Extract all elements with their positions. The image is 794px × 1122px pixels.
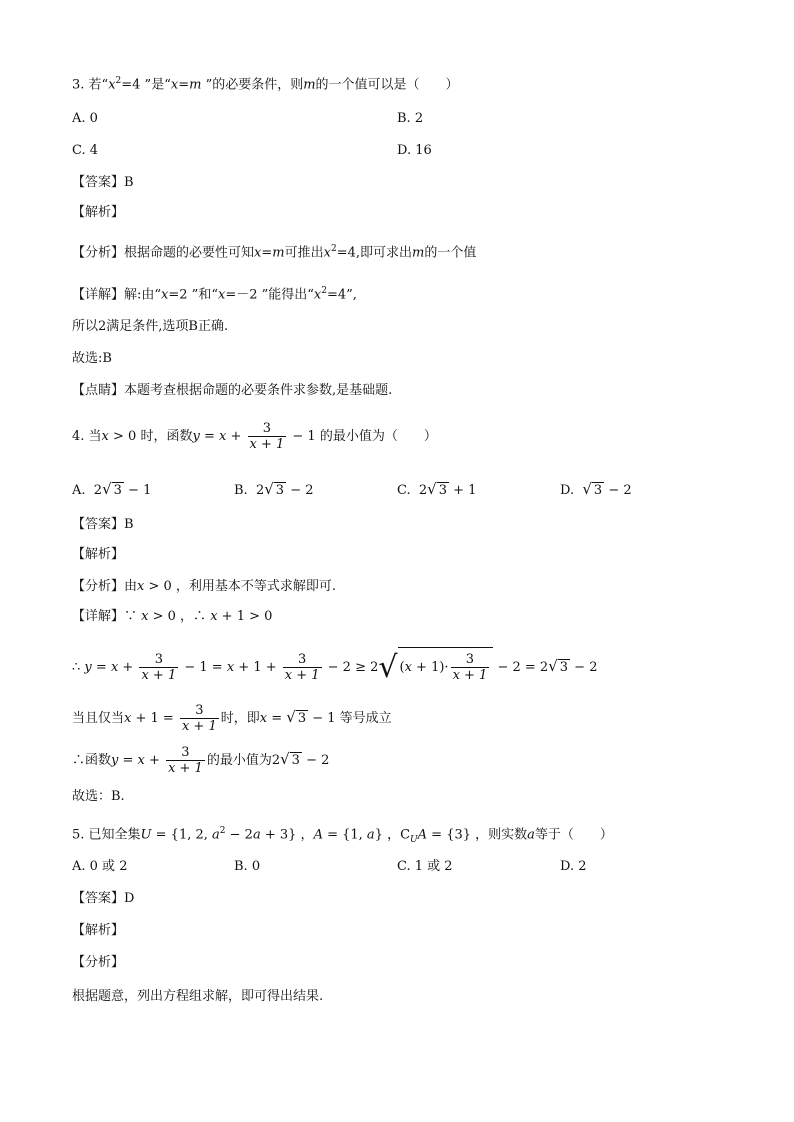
var-y: y bbox=[192, 429, 200, 444]
q3-choice: 故选:B bbox=[72, 351, 112, 366]
text: − 1 bbox=[123, 483, 152, 498]
var-x: x bbox=[141, 609, 149, 624]
q3-fenxi bbox=[72, 240, 476, 262]
numerator: 3 bbox=[139, 652, 178, 668]
var-x: x bbox=[404, 660, 412, 675]
var-x: x bbox=[254, 245, 262, 261]
q3-option-d: D. 16 bbox=[397, 143, 432, 158]
var-a: a bbox=[527, 827, 535, 843]
var-x: x bbox=[217, 287, 226, 303]
q3-option-c: C. 4 bbox=[72, 143, 99, 158]
text: =4 ”是“ bbox=[121, 77, 171, 93]
q5-option-b: B. 0 bbox=[234, 859, 261, 874]
q4-option-d bbox=[560, 480, 632, 500]
text: 的一个值 bbox=[424, 245, 477, 261]
text: 等于（ ） bbox=[534, 827, 613, 843]
text: 【详解】∵ bbox=[72, 609, 142, 624]
exponent: 2 bbox=[219, 826, 226, 836]
denominator: x + 1 bbox=[249, 437, 285, 452]
radicand: 3 bbox=[438, 483, 448, 498]
var-y: y bbox=[111, 753, 119, 768]
q3-conclusion: 所以2满足条件,选项B正确. bbox=[72, 319, 229, 334]
q4-option-c bbox=[397, 480, 476, 500]
text: 4. 当 bbox=[72, 429, 102, 444]
q4-equality-condition bbox=[72, 698, 392, 738]
q4-option-b bbox=[234, 480, 314, 500]
var-x: x bbox=[108, 77, 116, 93]
numerator: 3 bbox=[451, 652, 490, 668]
q4-analysis: 【解析】 bbox=[72, 547, 125, 562]
var-x: x bbox=[101, 429, 109, 444]
text: 当且仅当 bbox=[72, 711, 125, 726]
text: = bbox=[91, 660, 111, 675]
var-m: m bbox=[303, 77, 316, 93]
text: = {1, bbox=[322, 827, 367, 843]
text: = bbox=[118, 753, 138, 768]
var-x: x bbox=[137, 753, 145, 768]
sqrt-icon: √ bbox=[280, 750, 290, 768]
var-x: x bbox=[124, 711, 132, 726]
q4-option-a bbox=[72, 480, 151, 500]
sqrt-icon: √ bbox=[582, 480, 592, 498]
fraction bbox=[180, 703, 219, 734]
text: + 1 + bbox=[234, 660, 281, 675]
var-a: a bbox=[366, 827, 375, 843]
fraction bbox=[283, 652, 322, 683]
radicand: 3 bbox=[113, 483, 122, 498]
radicand: 3 bbox=[297, 711, 307, 726]
q3-option-a: A. 0 bbox=[72, 111, 98, 126]
text: ( bbox=[399, 660, 405, 675]
q3-analysis: 【解析】 bbox=[72, 205, 125, 220]
q3-detail bbox=[72, 282, 357, 304]
radicand: 3 bbox=[275, 483, 285, 498]
var-x: x bbox=[218, 429, 227, 444]
text: 【分析】由 bbox=[72, 579, 138, 594]
radicand: 3 bbox=[291, 753, 300, 768]
complement-symbol: C bbox=[400, 827, 411, 843]
sqrt-icon: √ bbox=[427, 480, 437, 498]
radicand: 3 bbox=[559, 660, 569, 675]
q5-option-c: C. 1 或 2 bbox=[397, 859, 453, 874]
q3-option-b: B. 2 bbox=[397, 111, 424, 126]
text: + 1 = bbox=[131, 711, 178, 726]
coef: 2 bbox=[418, 483, 428, 498]
text: − 1 的最小值为（ ） bbox=[288, 429, 437, 444]
q4-choice: 故选：B. bbox=[72, 789, 125, 804]
text: = bbox=[267, 711, 287, 726]
var-x: x bbox=[110, 660, 119, 675]
var-y: y bbox=[84, 660, 92, 675]
q3-stem bbox=[72, 72, 459, 94]
exponent: 2 bbox=[330, 244, 337, 254]
option-letter: D. bbox=[560, 483, 575, 498]
text: + 1 bbox=[449, 483, 477, 498]
text: 5. 已知全集 bbox=[72, 827, 141, 843]
text: − 1 等号成立 bbox=[308, 711, 392, 726]
denominator: x + 1 bbox=[284, 668, 320, 683]
q5-option-d: D. 2 bbox=[560, 859, 587, 874]
var-x: x bbox=[210, 609, 218, 624]
sqrt-icon: √ bbox=[102, 480, 112, 498]
radicand bbox=[398, 647, 494, 688]
text: + 3} ， bbox=[260, 827, 314, 843]
text: − 2 bbox=[570, 660, 598, 675]
var-a-set: A bbox=[313, 827, 323, 843]
radicand: 3 bbox=[593, 483, 603, 498]
var-a: a bbox=[252, 827, 261, 843]
q3-comment: 【点睛】本题考查根据命题的必要条件求参数,是基础题. bbox=[72, 383, 393, 398]
text: > 0 时，函数 bbox=[108, 429, 193, 444]
denominator: x + 1 bbox=[452, 668, 488, 683]
option-letter: B. bbox=[234, 483, 248, 498]
therefore: ∴ bbox=[72, 660, 85, 675]
q3-answer: 【答案】B bbox=[72, 175, 134, 190]
text: − 2 ≥ 2 bbox=[323, 660, 379, 675]
text: − 2 = 2 bbox=[493, 660, 549, 675]
q5-method: 根据题意，列出方程组求解，即可得出结果. bbox=[72, 989, 324, 1004]
text: + 1 > 0 bbox=[217, 609, 273, 624]
text: 【详解】解:由“ bbox=[72, 287, 162, 303]
numerator: 3 bbox=[180, 703, 219, 719]
text: =4”, bbox=[326, 287, 357, 303]
numerator: 3 bbox=[283, 652, 322, 668]
sqrt-icon: √ bbox=[286, 708, 296, 726]
var-x: x bbox=[161, 287, 169, 303]
q5-answer: 【答案】D bbox=[72, 891, 135, 906]
q4-fenxi bbox=[72, 578, 336, 596]
text: 时，即 bbox=[220, 711, 260, 726]
coef: 2 bbox=[255, 483, 265, 498]
coef: 2 bbox=[93, 483, 103, 498]
text: =4 bbox=[336, 245, 356, 261]
text: + bbox=[144, 753, 165, 768]
fraction bbox=[166, 745, 205, 776]
text: − 2 bbox=[301, 753, 330, 768]
var-m: m bbox=[189, 77, 202, 93]
text: − 2 bbox=[225, 827, 253, 843]
text: 【分析】根据命题的必要性可知 bbox=[72, 245, 255, 261]
var-x: x bbox=[259, 711, 268, 726]
text: ”的必要条件，则 bbox=[201, 77, 304, 93]
q4-detail bbox=[72, 608, 272, 626]
text: = bbox=[199, 429, 219, 444]
option-letter: C. bbox=[397, 483, 411, 498]
text: ,即可求出 bbox=[355, 245, 412, 261]
var-x: x bbox=[170, 77, 179, 93]
text: = {1, 2, bbox=[151, 827, 213, 843]
text: − 1 = bbox=[180, 660, 227, 675]
numerator: 3 bbox=[248, 421, 287, 437]
var-x: x bbox=[323, 245, 331, 261]
q5-stem bbox=[72, 822, 613, 849]
text: =2 ”和“ bbox=[168, 287, 218, 303]
sqrt-icon: √ bbox=[264, 480, 274, 498]
exponent: 2 bbox=[321, 286, 327, 296]
sqrt-icon: √ bbox=[378, 649, 398, 685]
text: 的最小值为2 bbox=[206, 753, 281, 768]
var-a: a bbox=[212, 827, 220, 843]
text: ∴函数 bbox=[72, 753, 112, 768]
text: > 0 ，∴ bbox=[148, 609, 211, 624]
text: + bbox=[226, 429, 246, 444]
fraction bbox=[139, 652, 178, 683]
fraction bbox=[451, 652, 490, 683]
var-x: x bbox=[313, 287, 322, 303]
equals: = bbox=[261, 245, 273, 261]
text: =－2 ”能得出“ bbox=[225, 287, 314, 303]
q4-stem bbox=[72, 418, 437, 456]
text: 3. 若“ bbox=[72, 77, 109, 93]
numerator: 3 bbox=[166, 745, 205, 761]
sqrt-icon: √ bbox=[548, 657, 558, 675]
q4-minimum bbox=[72, 740, 329, 780]
q5-fenxi: 【分析】 bbox=[72, 955, 125, 970]
denominator: x + 1 bbox=[141, 668, 177, 683]
var-m: m bbox=[412, 245, 425, 261]
var-u: U bbox=[140, 827, 152, 843]
text: = {3} ，则实数 bbox=[427, 827, 528, 843]
text: 的一个值可以是（ ） bbox=[315, 77, 459, 93]
q4-answer: 【答案】B bbox=[72, 517, 134, 532]
text: > 0 ，利用基本不等式求解即可. bbox=[144, 579, 337, 594]
exponent: 2 bbox=[115, 76, 122, 86]
text: } ， bbox=[374, 827, 401, 843]
var-x: x bbox=[137, 579, 145, 594]
var-a-set: A bbox=[417, 827, 428, 843]
var-x: x bbox=[226, 660, 235, 675]
text: − 2 bbox=[604, 483, 632, 498]
text: 可推出 bbox=[284, 245, 324, 261]
text: − 2 bbox=[286, 483, 314, 498]
text: + 1)· bbox=[411, 660, 449, 675]
q4-equation bbox=[72, 646, 597, 688]
subscript: U bbox=[410, 834, 418, 845]
equals: = bbox=[178, 77, 190, 93]
denominator: x + 1 bbox=[168, 761, 203, 776]
option-letter: A. bbox=[72, 483, 86, 498]
text: + bbox=[118, 660, 138, 675]
denominator: x + 1 bbox=[181, 719, 217, 734]
var-m: m bbox=[272, 245, 285, 261]
fraction bbox=[248, 421, 287, 452]
q5-option-a: A. 0 或 2 bbox=[72, 859, 128, 874]
q5-analysis: 【解析】 bbox=[72, 923, 125, 938]
